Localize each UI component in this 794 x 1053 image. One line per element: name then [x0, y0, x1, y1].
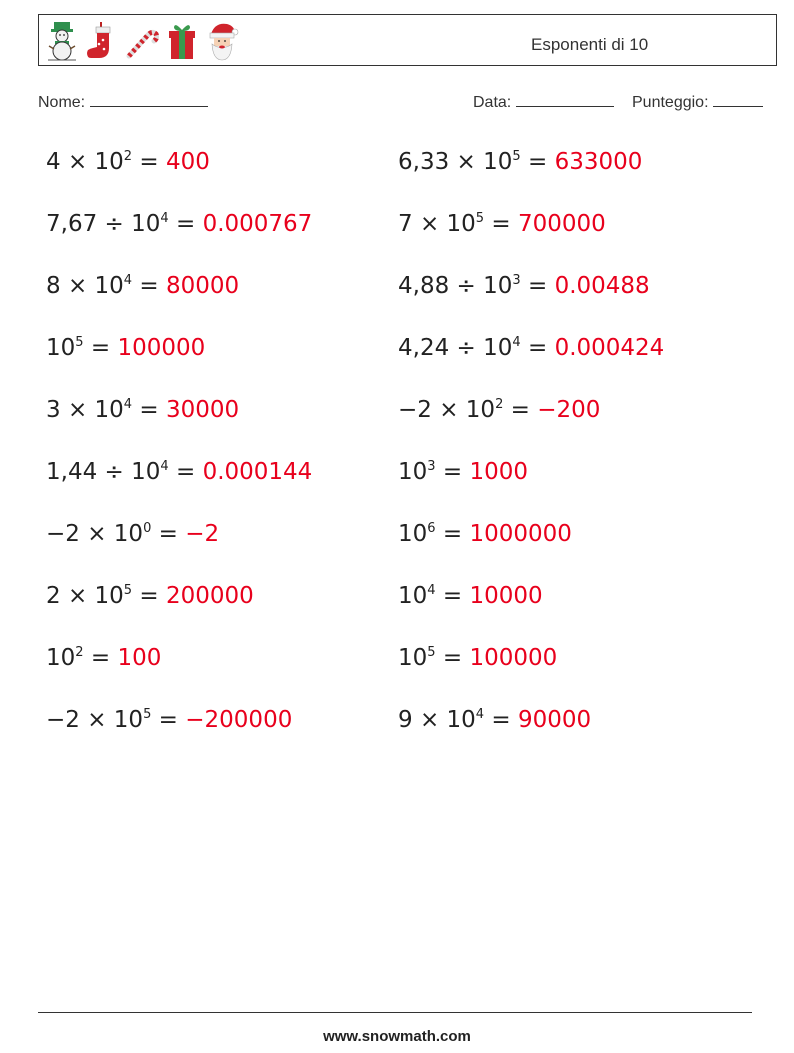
problem-item	[398, 147, 642, 177]
score-blank	[713, 92, 763, 107]
problem-item	[398, 333, 664, 363]
problem-exponent: 6	[427, 521, 436, 536]
problem-exponent: 4	[475, 707, 485, 722]
problem-answer: 1000000	[469, 521, 572, 547]
problem-expression: 6,33 × 10	[398, 149, 513, 175]
santa-icon	[205, 20, 239, 62]
snowman-icon	[45, 20, 79, 62]
equals-sign: =	[132, 149, 166, 175]
problem-exponent: 5	[123, 583, 133, 598]
equals-sign: =	[484, 707, 518, 733]
problem-answer: 0.000144	[202, 459, 313, 485]
problem-answer: 100000	[117, 335, 206, 361]
problem-answer: 700000	[517, 211, 606, 237]
equals-sign: =	[168, 459, 203, 485]
problem-item	[46, 519, 219, 549]
problem-answer: 0.00488	[554, 273, 650, 299]
problem-expression: 8 × 10	[46, 273, 124, 299]
problem-item	[398, 209, 606, 239]
problem-exponent: 4	[512, 335, 521, 350]
equals-sign: =	[435, 521, 470, 547]
problem-answer: 10000	[469, 583, 543, 609]
problem-exponent: 4	[123, 397, 133, 412]
problem-expression: 7,67 ÷ 10	[46, 211, 161, 237]
problem-exponent: 3	[427, 459, 436, 474]
problem-answer: 0.000424	[554, 335, 665, 361]
problem-expression: 9 × 10	[398, 707, 476, 733]
equals-sign: =	[132, 397, 166, 423]
problem-item	[46, 271, 239, 301]
problem-item	[398, 395, 600, 425]
equals-sign: =	[520, 273, 555, 299]
equals-sign: =	[151, 521, 186, 547]
problem-exponent: 5	[75, 335, 84, 350]
problem-answer: 633000	[554, 149, 643, 175]
problem-expression: 10	[398, 521, 428, 547]
problem-expression: 10	[398, 645, 428, 671]
date-label: Data:	[473, 94, 512, 111]
problem-item	[46, 333, 205, 363]
score-field	[632, 92, 763, 112]
problem-answer: 1000	[469, 459, 529, 485]
problem-item	[398, 705, 591, 735]
problem-answer: 200000	[165, 583, 254, 609]
problem-item	[398, 519, 572, 549]
header-box	[38, 14, 777, 66]
score-label: Punteggio:	[632, 94, 709, 111]
problem-answer: 0.000767	[202, 211, 313, 237]
problem-expression: 10	[46, 645, 76, 671]
problem-exponent: 4	[160, 459, 169, 474]
problem-item	[46, 581, 254, 611]
problem-exponent: 2	[75, 645, 84, 660]
problem-item	[46, 209, 312, 239]
problem-exponent: 2	[123, 149, 133, 164]
problem-expression: 10	[398, 583, 428, 609]
problem-item	[398, 643, 557, 673]
problem-item	[46, 395, 239, 425]
problem-answer: 100000	[469, 645, 558, 671]
candy-cane-icon	[125, 20, 159, 62]
problem-expression: 4,24 ÷ 10	[398, 335, 513, 361]
problem-exponent: 5	[143, 707, 152, 722]
stocking-icon	[85, 20, 119, 62]
equals-sign: =	[435, 459, 470, 485]
footer-url: www.snowmath.com	[323, 1028, 471, 1045]
problem-answer: −2	[185, 521, 220, 547]
equals-sign: =	[168, 211, 203, 237]
date-blank	[516, 92, 614, 107]
problem-expression: −2 × 10	[46, 707, 144, 733]
problem-exponent: 4	[123, 273, 133, 288]
problem-exponent: 5	[475, 211, 485, 226]
problem-exponent: 3	[512, 273, 521, 288]
gift-icon	[165, 20, 199, 62]
equals-sign: =	[83, 645, 118, 671]
problem-exponent: 0	[143, 521, 152, 536]
problem-expression: 2 × 10	[46, 583, 124, 609]
equals-sign: =	[484, 211, 518, 237]
problem-exponent: 4	[427, 583, 436, 598]
problem-expression: 1,44 ÷ 10	[46, 459, 161, 485]
page-title: Esponenti di 10	[531, 35, 649, 54]
problem-exponent: 2	[495, 397, 504, 412]
problem-answer: 90000	[517, 707, 592, 733]
equals-sign: =	[435, 645, 470, 671]
problem-answer: 80000	[165, 273, 240, 299]
footer-divider	[38, 1012, 752, 1013]
problem-item	[46, 705, 292, 735]
problem-expression: −2 × 10	[46, 521, 144, 547]
problem-answer: 100	[117, 645, 162, 671]
problem-answer: 30000	[165, 397, 240, 423]
problem-item	[46, 147, 210, 177]
problem-answer: −200000	[185, 707, 293, 733]
problem-exponent: 5	[512, 149, 521, 164]
problem-expression: 10	[398, 459, 428, 485]
problem-expression: 10	[46, 335, 76, 361]
problem-item	[398, 581, 543, 611]
problem-expression: 4,88 ÷ 10	[398, 273, 513, 299]
problem-expression: −2 × 10	[398, 397, 496, 423]
problem-item	[46, 643, 161, 673]
equals-sign: =	[503, 397, 538, 423]
name-blank	[90, 92, 208, 107]
equals-sign: =	[132, 273, 166, 299]
equals-sign: =	[520, 335, 555, 361]
icon-strip	[45, 19, 239, 63]
equals-sign: =	[132, 583, 166, 609]
name-field	[38, 92, 208, 112]
problem-item	[398, 271, 650, 301]
equals-sign: =	[83, 335, 118, 361]
equals-sign: =	[435, 583, 470, 609]
equals-sign: =	[520, 149, 555, 175]
equals-sign: =	[151, 707, 186, 733]
problem-expression: 3 × 10	[46, 397, 124, 423]
name-label: Nome:	[38, 94, 86, 111]
problem-answer: 400	[165, 149, 210, 175]
problem-exponent: 5	[427, 645, 436, 660]
problem-expression: 4 × 10	[46, 149, 124, 175]
problem-answer: −200	[537, 397, 601, 423]
problem-exponent: 4	[160, 211, 169, 226]
problem-item	[398, 457, 528, 487]
problem-item	[46, 457, 312, 487]
problem-expression: 7 × 10	[398, 211, 476, 237]
date-field	[473, 92, 614, 112]
